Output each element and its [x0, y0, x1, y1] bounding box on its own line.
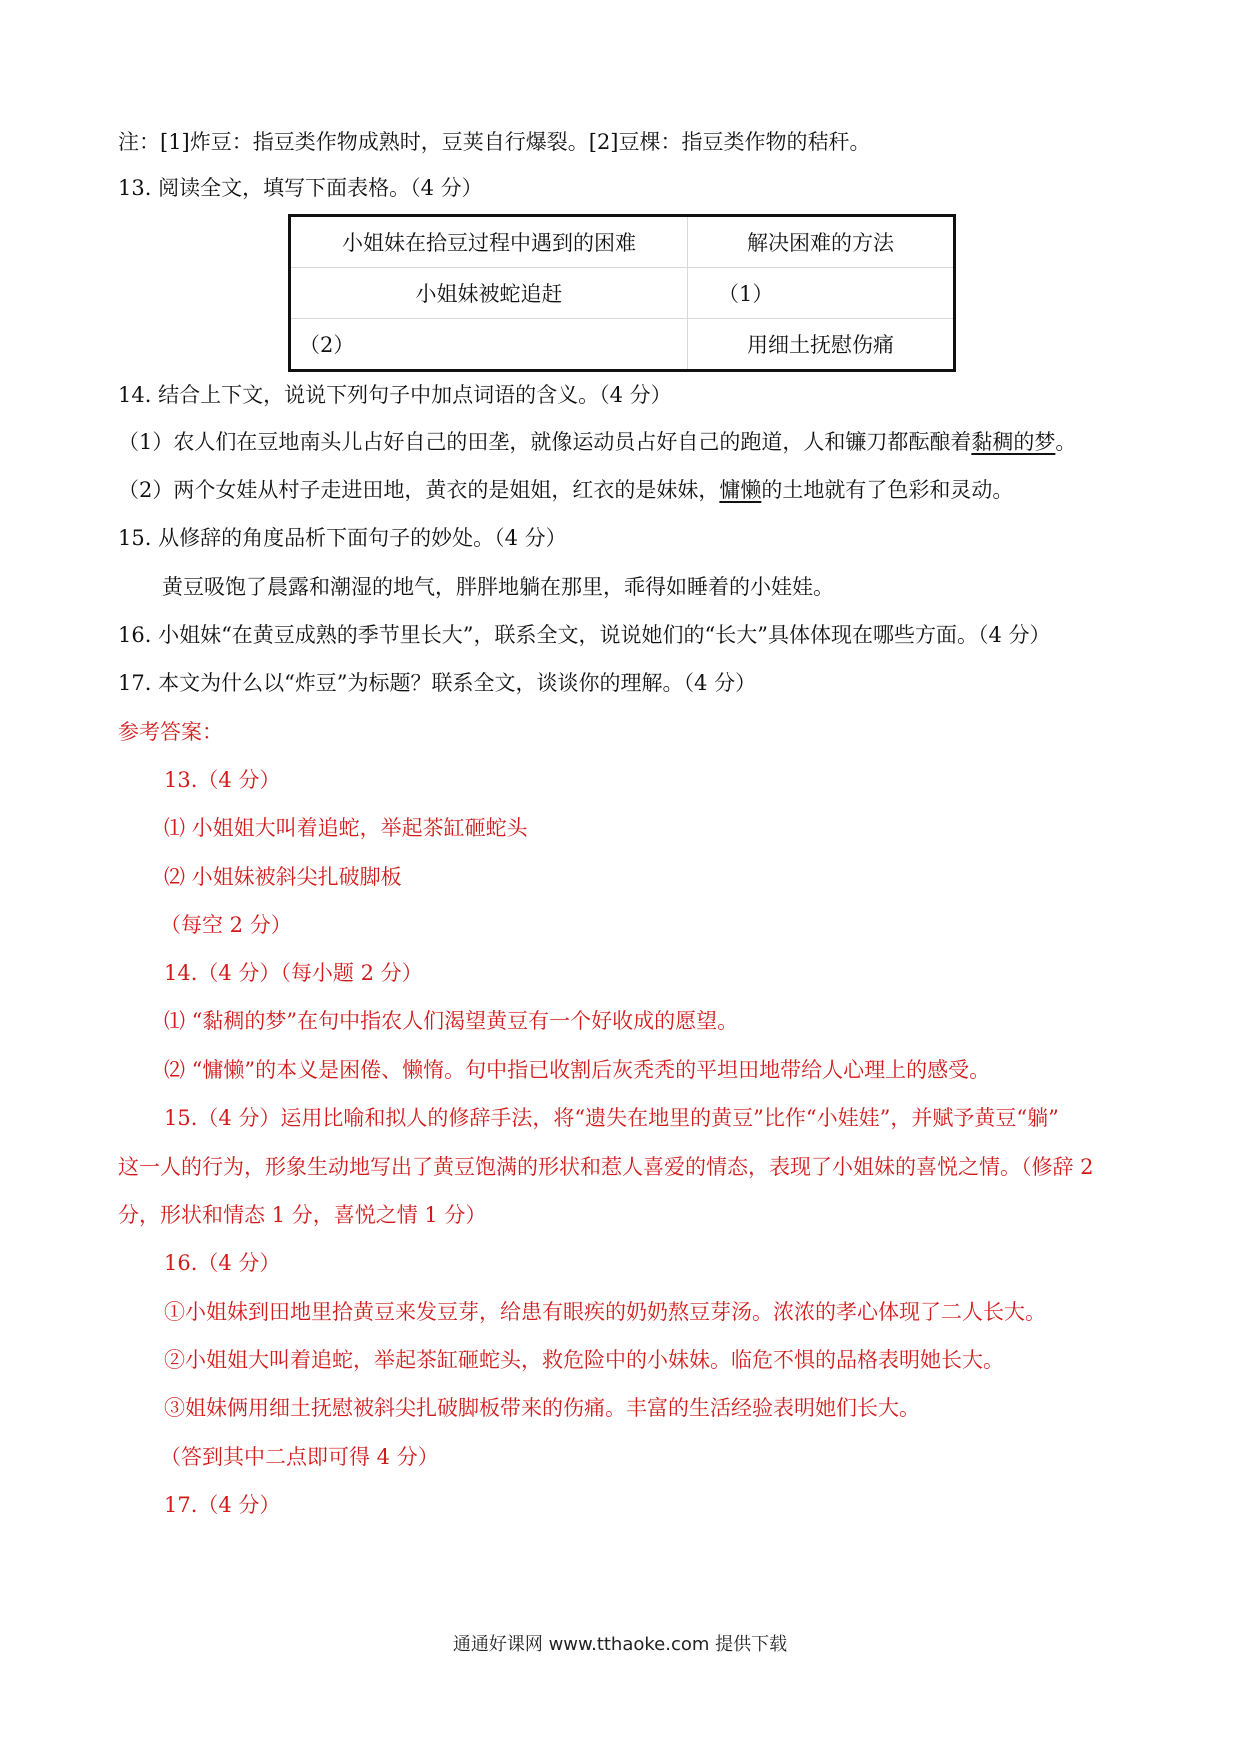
answer-15-line-3: 分，形状和情态 1 分，喜悦之情 1 分） [118, 1203, 487, 1227]
answer-16-scoring: （答到其中二点即可得 4 分） [160, 1445, 439, 1469]
answer-16-title: 16.（4 分） [164, 1251, 281, 1275]
question-15-prompt: 15. 从修辞的角度品析下面句子的妙处。（4 分） [118, 526, 567, 550]
question-14-item-1 [118, 427, 1076, 457]
answer-15-line-2: 这一人的行为，形象生动地写出了黄豆饱满的形状和惹人喜爱的情态，表现了小姐妹的喜悦之情。（修辞 2 [118, 1155, 1094, 1179]
answer-13-scoring: （每空 2 分） [160, 913, 292, 937]
answer-17-title: 17.（4 分） [164, 1493, 281, 1517]
question-13-prompt: 13. 阅读全文，填写下面表格。（4 分） [118, 176, 483, 200]
question-14-prompt: 14. 结合上下文，说说下列句子中加点词语的含义。（4 分） [118, 383, 672, 407]
table-cell: 小姐妹被蛇追赶 [290, 268, 688, 319]
answer-14-title: 14.（4 分）（每小题 2 分） [164, 961, 423, 985]
table-row [290, 319, 955, 371]
answers-heading: 参考答案： [118, 720, 223, 744]
answer-13-line-2: ⑵ 小姐妹被斜尖扎破脚板 [164, 865, 402, 889]
page-footer: 通通好课网 www.tthaoke.com 提供下载 [452, 1634, 788, 1655]
question-15-sentence: 黄豆吸饱了晨露和潮湿的地气，胖胖地躺在那里，乖得如睡着的小娃娃。 [162, 575, 834, 599]
question-14-item-2 [118, 475, 1013, 505]
answer-16-line-3: ③姐妹俩用细土抚慰被斜尖扎破脚板带来的伤痛。丰富的生活经验表明她们长大。 [164, 1396, 920, 1420]
table-cell: （2） [290, 319, 688, 371]
marked-phrase: 慵懒 [719, 478, 762, 502]
item-text: 。 [1055, 430, 1077, 454]
table-row [290, 268, 955, 319]
answer-14-line-1: ⑴ “黏稠的梦”在句中指农人们渴望黄豆有一个好收成的愿望。 [164, 1009, 739, 1033]
item-text: （1）农人们在豆地南头儿占好自己的田垄，就像运动员占好自己的跑道，人和镰刀都酝酿着 [118, 430, 972, 454]
table-header-cell: 解决困难的方法 [688, 216, 955, 268]
question-16-prompt: 16. 小姐妹“在黄豆成熟的季节里长大”，联系全文，说说她们的“长大”具体体现在哪些方面。（4 分） [118, 623, 1051, 647]
table-header-row [290, 216, 955, 268]
answer-14-line-2: ⑵ “慵懒”的本义是困倦、懒惰。句中指已收割后灰秃秃的平坦田地带给人心理上的感受。 [164, 1058, 991, 1082]
question-13-table [288, 214, 956, 372]
answer-15-line-1: 15.（4 分）运用比喻和拟人的修辞手法，将“遗失在地里的黄豆”比作“小娃娃”，并赋予黄豆“躺” [164, 1106, 1059, 1130]
answer-13-line-1: ⑴ 小姐姐大叫着追蛇，举起茶缸砸蛇头 [164, 816, 528, 840]
footnote: 注：[1]炸豆：指豆类作物成熟时，豆荚自行爆裂。[2]豆棵：指豆类作物的秸秆。 [118, 130, 871, 154]
answer-16-line-1: ①小姐妹到田地里拾黄豆来发豆芽，给患有眼疾的奶奶熬豆芽汤。浓浓的孝心体现了二人长大。 [164, 1300, 1046, 1324]
item-text: 的土地就有了色彩和灵动。 [761, 478, 1014, 502]
answer-13-title: 13.（4 分） [164, 768, 281, 792]
answer-16-line-2: ②小姐姐大叫着追蛇，举起茶缸砸蛇头，救危险中的小妹妹。临危不惧的品格表明她长大。 [164, 1348, 1004, 1372]
item-text: （2）两个女娃从村子走进田地，黄衣的是姐姐，红衣的是妹妹， [118, 478, 720, 502]
table-header-cell: 小姐妹在拾豆过程中遇到的困难 [290, 216, 688, 268]
marked-phrase: 黏稠的梦 [971, 430, 1056, 454]
question-17-prompt: 17. 本文为什么以“炸豆”为标题？联系全文，谈谈你的理解。（4 分） [118, 671, 757, 695]
table-cell: （1） [688, 268, 955, 319]
table-cell: 用细土抚慰伤痛 [688, 319, 955, 371]
